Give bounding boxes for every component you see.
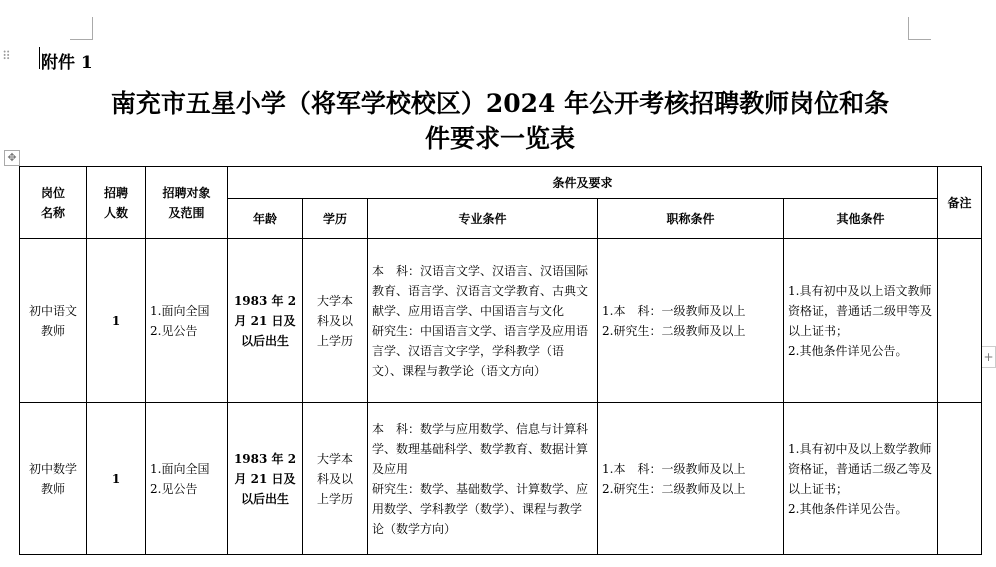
cell-age: 1983 年 2 月 21 日及 以后出生 xyxy=(228,239,303,403)
cell-education: 大学本 科及以 上学历 xyxy=(303,403,368,555)
paragraph-drag-handle-icon[interactable]: ⠿ xyxy=(2,49,10,63)
header-age: 年龄 xyxy=(228,199,303,239)
header-other: 其他条件 xyxy=(784,199,938,239)
cell-major: 本 科：数学与应用数学、信息与计算科学、数理基础科学、数学教育、数据计算及应用 研究生：数学、基础数学、计算数学、应用数学、学科教学（数学）、课程与教学论（数学方向） xyxy=(368,403,598,555)
cell-count: 1 xyxy=(87,239,146,403)
attachment-label: 附件 1 xyxy=(41,53,93,73)
cell-major: 本 科：汉语言文学、汉语言、汉语国际教育、语言学、汉语言文学教育、古典文献学、应用语言学、中国语言与文化 研究生：中国语言文学、语言学及应用语言学、汉语言文字学，学科教学（语文）、课程与教学论（语文方向） xyxy=(368,239,598,403)
text-cursor xyxy=(39,47,40,69)
cell-other: 1.具有初中及以上数学教师资格证，普通话二级乙等及以上证书； 2.其他条件详见公告。 xyxy=(784,403,938,555)
page-corner-mark-right xyxy=(908,17,931,40)
cell-remark xyxy=(938,403,982,555)
cell-title-condition: 1.本 科：一级教师及以上 2.研究生：二级教师及以上 xyxy=(598,239,784,403)
cell-target: 1.面向全国 2.见公告 xyxy=(146,403,228,555)
cell-remark xyxy=(938,239,982,403)
cell-other: 1.具有初中及以上语文教师资格证，普通话二级甲等及以上证书； 2.其他条件详见公告。 xyxy=(784,239,938,403)
header-remark: 备注 xyxy=(938,167,982,239)
title-line-2: 件要求一览表 xyxy=(424,124,575,153)
document-title xyxy=(60,86,940,156)
header-major: 专业条件 xyxy=(368,199,598,239)
recruitment-table xyxy=(19,166,982,555)
cell-target: 1.面向全国 2.见公告 xyxy=(146,239,228,403)
cell-position: 初中语文 教师 xyxy=(20,239,87,403)
header-count: 招聘 人数 xyxy=(87,167,146,239)
title-line-1: 南充市五星小学（将军学校校区）2024 年公开考核招聘教师岗位和条 xyxy=(110,89,890,118)
cell-age: 1983 年 2 月 21 日及 以后出生 xyxy=(228,403,303,555)
cell-count: 1 xyxy=(87,403,146,555)
cell-title-condition: 1.本 科：一级教师及以上 2.研究生：二级教师及以上 xyxy=(598,403,784,555)
table-move-handle-icon[interactable]: ✥ xyxy=(4,150,20,166)
header-title-condition: 职称条件 xyxy=(598,199,784,239)
header-position: 岗位 名称 xyxy=(20,167,87,239)
table-add-row-icon[interactable]: + xyxy=(981,346,996,368)
header-education: 学历 xyxy=(303,199,368,239)
table-row xyxy=(20,403,982,555)
header-conditions-group: 条件及要求 xyxy=(228,167,938,199)
table-row xyxy=(20,239,982,403)
header-target: 招聘对象 及范围 xyxy=(146,167,228,239)
cell-position: 初中数学 教师 xyxy=(20,403,87,555)
page-corner-mark-left xyxy=(70,17,93,40)
cell-education: 大学本 科及以 上学历 xyxy=(303,239,368,403)
